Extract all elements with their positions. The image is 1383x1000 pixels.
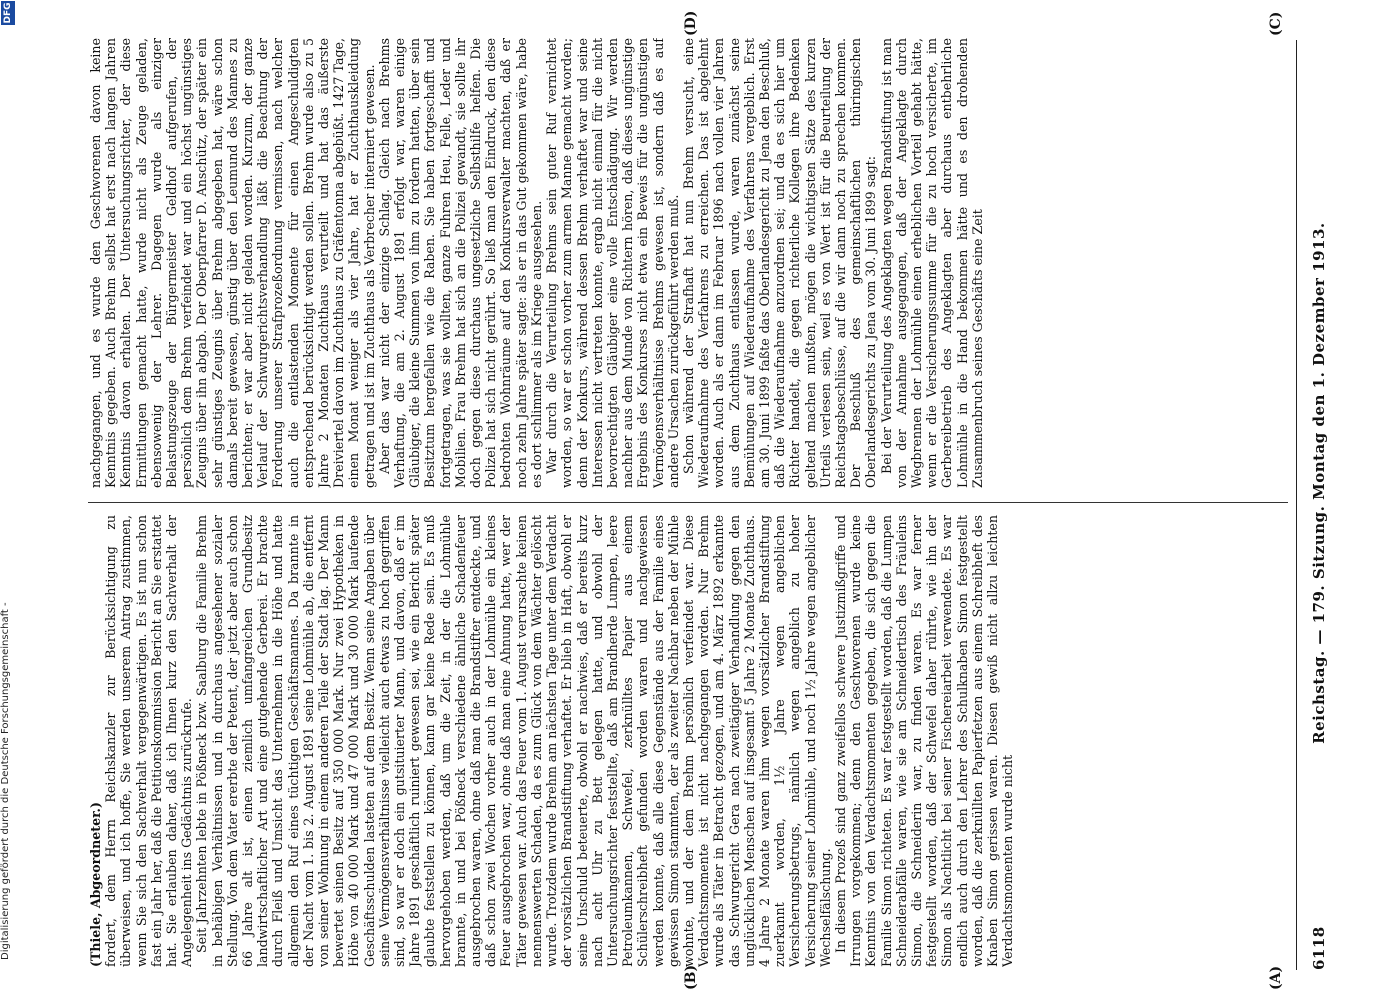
left-column: [88, 515, 1293, 967]
page-title: Reichstag. — 179. Sitzung. Montag den 1. Dezember 1913.: [1310, 222, 1328, 744]
digitization-footer: [0, 0, 18, 960]
header-rule: [1296, 40, 1297, 970]
column-divider: [88, 502, 1288, 503]
right-column: [88, 38, 1293, 488]
margin-marker-d: (D): [683, 10, 699, 36]
paragraph: Schon während der Strafhaft hat nun Brehm versucht, eine Wiederaufnahme des Verfahrens zu erreichen. Das ist abgelehnt worden. Auch als er dann im Februar 1896 nach vollen vier Jahren aus dem Zuchthaus entlassen wurde, waren zunächst seine Bemühungen auf Wiederaufnahme des Verfahrens vergeblich. Erst am 30. Juni 1899 faßte das Oberlandesgericht zu Jena den Beschluß, daß die Wiederaufnahme anzuordnen sei; und da es sich hier um Richter handelt, die gegen richterliche Kollegen ihre Bedenken geltend machen mußten, mögen die wichtigsten Sätze des kurzen Urteils verlesen sein, weil es von Wert ist für die Beurteilung der Reichstagsbeschlüsse, auf die wir dann noch zu sprechen kommen. Der Beschluß des gemeinschaftlichen thüringischen Oberlandesgerichts zu Jena vom 30. Juni 1899 sagt:: [680, 38, 879, 488]
margin-marker-c: (C): [1268, 11, 1284, 36]
quote-paragraph: Bei der Verurteilung des Angeklagten wegen Brandstiftung ist man von der Annahme ausgegangen, daß der Angeklagte durch Wegbrennen der Lohmühle einen erheblichen Vorteil gehabt hätte, wenn er die Versicherungssumme für die zu hoch versicherte, im Gerbereibetrieb des Angeklagten aber durchaus entbehrliche Lohmühle in die Hand bekommen hätte und es den drohenden Zusammenbruch seines Geschäfts eine Zeit: [878, 38, 985, 488]
margin-marker-a: (A): [1268, 965, 1284, 990]
page-number: 6118: [1310, 926, 1328, 970]
paragraph: fordert, dem Herrn Reichskanzler zur Berücksichtigung zu überweisen, und ich hoffe, Sie werden unserem Antrag zustimmen, wenn Sie sich den Sachverhalt vergegenwärtigen. Es ist nun schon fast ein Jahr her, daß die Petitionskommission Bericht an Sie erstattet hat. Sie erlauben daher, daß ich Ihnen kurz den Sachverhalt der Angelegenheit ins Gedächtnis zurückrufe.: [103, 515, 195, 967]
paragraph: Seit Jahrzehnten lebte in Pößneck bzw. Saalburg die Familie Brehm in behäbigen Verhältnissen und in durchaus angesehener sozialer Stellung. Von dem Vater ererbte der Petent, der jetzt aber auch schon 66 Jahre alt ist, einen ziemlich umfangreichen Grundbesitz landwirtschaftlicher Art und eine gutgehende Gerberei. Er brachte durch Fleiß und Umsicht das Unternehmen in die Höhe und hatte allgemein den Ruf eines tüchtigen Geschäftsmannes. Da brannte in der Nacht vom 1. bis 2. August 1891 seine Lohmühle ab, die entfernt von seiner Wohnung in einem anderen Teile der Stadt lag. Der Mann bewertet seinen Besitz auf 350 000 Mark. Nur zwei Hypotheken in Höhe von 40 000 Mark und 47 000 Mark und 30 000 Mark laufende Geschäftsschulden lasteten auf dem Besitz. Wenn seine Angaben über seine Vermögensverhältnisse vielleicht auch etwas zu hoch gegriffen sind, so war er doch ein gutsituierter Mann, und davon, daß er im Jahre 1891 geschäftlich ruiniert gewesen sei, wie ein Bericht später glaubte feststellen zu können, kann gar keine Rede sein. Es muß hervorgehoben werden, daß um die Zeit, in der die Lohmühle brannte, in und bei Pößneck verschiedene ähnliche Schadenfeuer ausgebrochen waren, ohne daß man die Brandstifter entdeckte, und daß schon zwei Wochen vorher auch in der Lohmühle ein kleines Feuer ausgebrochen war, ohne daß man eine Ahnung hatte, wer der Täter gewesen war. Auch das Feuer vom 1. August verursachte keinen nennenswerten Schaden, da es zum Glück von dem Wächter gelöscht wurde. Trotzdem wurde Brehm am nächsten Tage unter dem Verdacht der vorsätzlichen Brandstiftung verhaftet. Er blieb in Haft, obwohl er seine Unschuld beteuerte, obwohl er nachwies, daß er bereits kurz nach acht Uhr zu Bett gelegen hatte, und obwohl der Untersuchungsrichter feststellte, daß am Brandherde Lumpen, leere Petroleumkannen, Schwefel, zerknülltes Papier aus einem Schülerschreibheft gefunden worden waren und nachgewiesen werden konnte, daß alle diese Gegenstände aus der Familie eines gewissen Simon stammten, der als zweiter Nachbar neben der Mühle wohnte, und der dem Brehm persönlich verfeindet war. Diese Verdachtsmomente ist nicht nachgegangen worden. Nur Brehm wurde als Täter in Betracht gezogen, und am 4. März 1892 erkannte das Schwurgericht Gera nach zweitägiger Verhandlung gegen den unglücklichen Menschen auf insgesamt 5 Jahre 2 Monate Zuchthaus. 4 Jahre 2 Monate waren ihm wegen vorsätzlicher Brandstiftung zuerkannt worden, 1½ Jahre wegen angeblichen Versicherungsbetrugs, nämlich wegen angeblich zu hoher Versicherung seiner Lohmühle, und noch 1½ Jahre wegen angeblicher Wechselfälschung.: [194, 515, 833, 967]
dfg-logo: DFG: [3, 2, 13, 24]
paragraph: Aber das war nicht der einzige Schlag. Gleich nach Brehms Verhaftung, die am 2. August 1891 erfolgt war, waren einige Gläubiger, die kleine Summen von ihm zu fordern hatten, über sein Besitztum hergefallen wie die Raben. Sie haben fortgeschafft und fortgetragen, was sie wollten, ganze Fuhren Heu, Felle, Leder und Mobilien. Frau Brehm hat sich an die Polizei gewandt, sie sollte ihr doch gegen diese durchaus ungesetzliche Selbsthilfe helfen. Die Polizei hat sich nicht gerührt. So ließ man den Eindruck, den diese bedrohten Wohnräume auf den Konkursverwalter machten, daß er noch zehn Jahre später sagte: als er in das Gut gekommen wäre, habe es dort schlimmer als im Kriege ausgesehen.: [376, 38, 544, 488]
paragraph: War durch die Verurteilung Brehms sein guter Ruf vernichtet worden, so war er schon vorher zum armen Manne gemacht worden; denn der Konkurs, während dessen Brehm verhaftet war und seine Interessen nicht vertreten konnte, ergab nicht einmal für die nicht bevorrechtigten Gläubiger eine volle Entschädigung. Wir werden nachher aus dem Munde von Richtern hören, daß dieses ungünstige Ergebnis des Konkurses nicht etwa ein Beweis für die ungünstigen Vermögensverhältnisse Brehms gewesen ist, sondern daß es auf andere Ursachen zurückgeführt werden muß.: [544, 38, 681, 488]
paragraph: nachgegangen, und es wurde den Geschworenen davon keine Kenntnis gegeben. Auch Brehm selbst hat erst nach langen Jahren Kenntnis davon erhalten. Der Untersuchungsrichter, der diese Ermittlungen gemacht hatte, wurde nicht als Zeuge geladen, ebensowenig der Lehrer. Dagegen wurde als einziger Belastungszeuge der Bürgermeister Geldhof aufgerufen, der persönlich dem Brehm verfeindet war und ein höchst ungünstiges Zeugnis über ihn abgab. Der Oberpfarrer D. Anschütz, der später ein sehr günstiges Zeugnis über Brehm abgegeben hat, wäre schon damals bereit gewesen, günstig über den Leumund des Mannes zu berichten; er war aber nicht geladen worden. Kurzum, der ganze Verlauf der Schwurgerichtsverhandlung läßt die Beachtung der Forderung unserer Strafprozeßordnung vermissen, nach welcher auch die entlastenden Momente für einen Angeschuldigten entsprechend berücksichtigt werden sollen. Brehm wurde also zu 5 Jahre 2 Monaten Zuchthaus verurteilt und hat das äußerste Dreiviertel davon im Zuchthaus zu Gräfentonna abgebüßt. 1427 Tage, einen Monat weniger als vier Jahre, hat er Zuchthauskleidung getragen und ist im Zuchthaus als Verbrecher interniert gewesen.: [88, 38, 377, 488]
speaker-attribution: (Thiele, Abgeordneter.): [88, 802, 103, 967]
margin-marker-b: (B): [683, 964, 699, 990]
paragraph: In diesem Prozeß sind ganz zweifellos schwere Justizmißgriffe und Irrungen vorgekommen; denn den Geschworenen wurde keine Kenntnis von den Verdachtsmomenten gegeben, die sich gegen die Familie Simon richteten. Es war festgestellt worden, daß die Lumpen Schneiderabfälle waren, wie sie am Schneidertisch des Fräuleins Simon, die Schneiderin war, zu finden waren. Es war ferner festgestellt worden, daß der Schwefel daher rührte, wie ihn der Simon als Nachtlicht bei seiner Fischereiarbeit verwendete. Es war endlich auch durch den Lehrer des Schulknaben Simon festgestellt worden, daß die zerknüllten Papierfetzen aus einem Schreibheft des Knaben Simon gerissen waren. Diesen gewiß nicht allzu leichten Verdachtsmomenten wurde nicht: [832, 515, 1016, 967]
footer-credit: Digitalisierung gefördert durch die Deutsche Forschungsgemeinschaft -: [0, 602, 11, 960]
page-header: [1304, 40, 1334, 970]
